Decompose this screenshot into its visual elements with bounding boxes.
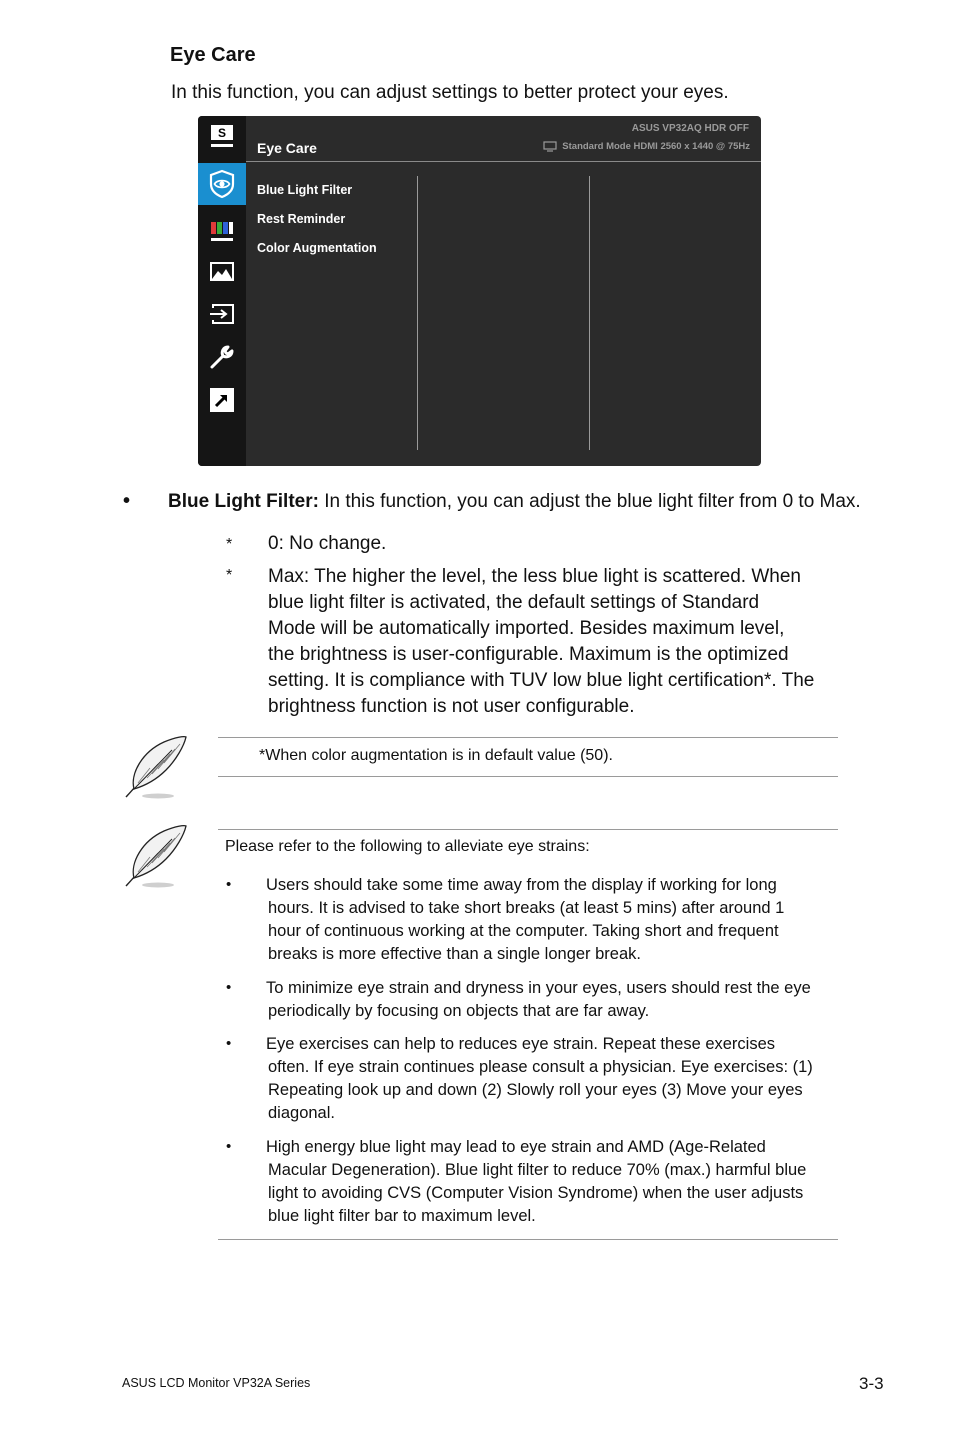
splendid-icon [198,116,246,156]
footer-product-name: ASUS LCD Monitor VP32A Series [122,1376,311,1390]
eye-strain-tip-exercises [266,1033,841,1125]
bullet-marker: • [226,1035,232,1052]
osd-menu-screenshot [198,116,761,466]
color-icon [198,212,246,252]
bullet-marker: • [226,1138,232,1155]
wrench-icon [198,337,246,377]
tip-line: To minimize eye strain and dryness in your eyes, users should rest the eye [266,979,811,997]
tip-line: blue light filter bar to maximum level. [268,1207,536,1225]
osd-menu-item-blue-light-filter[interactable]: Blue Light Filter [257,183,353,197]
note-feather-icon [120,823,190,891]
osd-model-info: ASUS VP32AQ HDR OFF [631,123,749,134]
note-divider [218,1239,838,1240]
sub-item-no-change [268,531,848,557]
note-feather-icon [120,734,190,802]
tip-line: often. If eye strain continues please consult a physician. Eye exercises: (1) [268,1058,813,1076]
monitor-icon [543,141,557,152]
bullet-marker: • [226,979,232,996]
osd-sidebar [198,116,246,466]
osd-mode-text: Standard Mode HDMI 2560 x 1440 @ 75Hz [562,141,750,152]
tip-line: High energy blue light may lead to eye strain and AMD (Age-Related [266,1138,766,1156]
note-divider [218,737,838,738]
splendid-s-label: S [217,126,227,140]
tip-line: Macular Degeneration). Blue light filter to reduce 70% (max.) harmful blue [268,1161,807,1179]
osd-column-divider [417,176,418,450]
osd-column-divider [589,176,590,450]
tip-line: hours. It is advised to take short breaks (at least 5 mins) after around 1 [268,899,785,917]
note-divider [218,776,838,777]
sub-item-max [268,564,848,720]
bullet-marker: • [123,490,131,512]
sub-line: brightness function is not user configurable. [268,696,635,717]
bullet-marker: • [226,876,232,893]
eye-strain-tip-breaks [266,874,841,966]
sub-line: setting. It is compliance with TUV low blue light certification*. The [268,670,815,691]
sub-line: Max: The higher the level, the less blue light is scattered. When [268,566,801,587]
sub-marker: * [226,536,233,553]
tip-line: periodically by focusing on objects that are far away. [268,1002,650,1020]
eye-strain-tip-rest [266,977,841,1023]
sub-line: 0: No change. [268,533,387,554]
eye-strain-tip-blue-light [266,1136,841,1228]
section-intro: In this function, you can adjust settings to better protect your eyes. [171,82,729,103]
tip-line: Users should take some time away from the display if working for long [266,876,777,894]
tip-line: diagonal. [268,1104,335,1122]
bullet-text: In this function, you can adjust the blue light filter from 0 to Max. [318,491,861,512]
image-icon [198,252,246,292]
note-divider [218,829,838,830]
tip-line: hour of continuous working at the computer. Taking short and frequent [268,922,779,940]
tip-line: light to avoiding CVS (Computer Vision Syndrome) when the user adjusts [268,1184,804,1202]
osd-menu-item-rest-reminder[interactable]: Rest Reminder [257,212,346,226]
section-heading: Eye Care [170,44,256,66]
osd-mode-info [543,141,750,152]
osd-title: Eye Care [257,140,317,156]
input-icon [198,294,246,334]
eye-strain-intro: Please refer to the following to alleviate eye strains: [225,838,590,855]
tip-line: Eye exercises can help to reduces eye strain. Repeat these exercises [266,1035,776,1053]
bullet-label: Blue Light Filter: [168,491,319,512]
blue-light-filter-bullet [168,491,861,513]
tip-line: breaks is more effective than a single longer break. [268,945,641,963]
sub-line: Mode will be automatically imported. Besides maximum level, [268,618,785,639]
sub-marker: * [226,567,233,584]
tip-line: Repeating look up and down (2) Slowly roll your eyes (3) Move your eyes [268,1081,803,1099]
eye-icon [198,163,246,205]
shortcut-icon [198,380,246,420]
osd-menu-item-color-augmentation[interactable]: Color Augmentation [257,241,377,255]
page-number: 3-3 [859,1374,884,1393]
note-color-augmentation: *When color augmentation is in default value (50). [259,747,613,764]
osd-header [246,116,761,162]
sub-line: blue light filter is activated, the default settings of Standard [268,592,760,613]
sub-line: the brightness is user-configurable. Maximum is the optimized [268,644,789,665]
